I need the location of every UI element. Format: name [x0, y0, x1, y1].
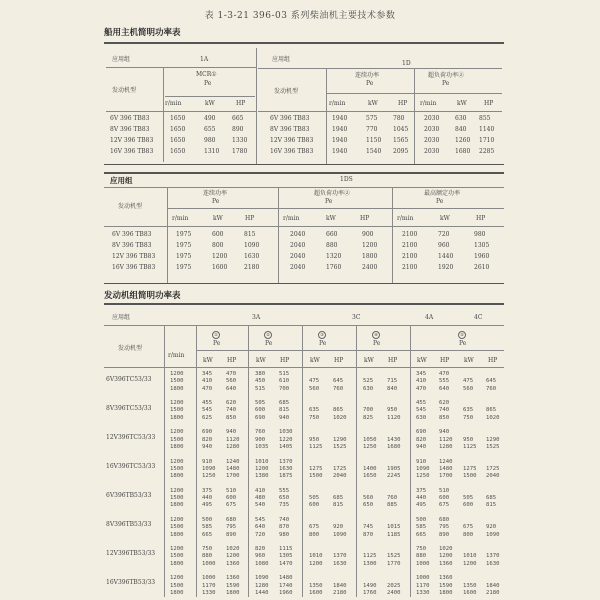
rule-line	[104, 226, 504, 227]
rule-line	[326, 68, 327, 164]
cell: 1760	[326, 264, 342, 271]
cell: 1780	[232, 148, 248, 155]
pe-label: Pe	[213, 340, 221, 347]
engine-name: 16V 396 TB83	[270, 148, 314, 155]
cell: 980	[204, 137, 216, 144]
app-group-label: 应用组	[272, 56, 291, 63]
hp-header: HP	[334, 357, 344, 364]
kw-col: 525 630 700 825 1050 1250 1400 1650 560 650 745 870 1125 1300 1490 1760	[363, 378, 377, 596]
engine-name: 8V 396 TB83	[112, 242, 152, 249]
kw-col	[438, 229, 453, 273]
engine-name: 12V 396 TB83	[270, 137, 314, 144]
hp-col: 515 610 700 685 815 940 1030 1220 1405 1370 1630 1875 555 650 735 740 870 980 1115 1305 1470 1480 1740 1960	[279, 371, 293, 596]
engine-name: 12V396TC53/33	[106, 434, 156, 441]
rmin-header: r/min	[168, 352, 185, 359]
cell: 2100	[402, 253, 418, 260]
cell: 660	[326, 231, 338, 238]
kw-col	[366, 113, 381, 157]
cell: 1600	[212, 264, 228, 271]
kw-header: kW	[440, 215, 450, 222]
cell: 575	[366, 115, 378, 122]
hp-col	[474, 229, 489, 273]
pe-label: Pe	[366, 80, 374, 87]
engine-name: 6V 396 TB83	[270, 115, 310, 122]
hp-col	[362, 229, 377, 273]
cell: 2095	[393, 148, 409, 155]
rule-line	[248, 325, 249, 597]
mark-2	[264, 331, 272, 339]
hp-header: HP	[440, 357, 450, 364]
kw-col: 475 560 635 750 950 1125 1275 1500 505 600 675 800 1010 1200 1350 1600	[463, 378, 477, 596]
rule-line	[356, 325, 357, 597]
engine-name: 8V 396 TB83	[270, 126, 310, 133]
engine-col-t2	[112, 229, 155, 273]
hp-col: 645 760 865 1020 1290 1525 1725 2040 685 815 920 1090 1370 1630 1840 2180	[333, 378, 347, 596]
engine-type-label: 发动机型	[118, 345, 143, 352]
kw-header: kW	[213, 215, 223, 222]
rule-line	[196, 350, 504, 351]
hp-col	[393, 113, 408, 157]
kw-header: kW	[310, 357, 320, 364]
rule-line	[163, 67, 164, 162]
cell: 1305	[474, 242, 490, 249]
cell: 880	[326, 242, 338, 249]
rmin-header: r/min	[165, 100, 182, 107]
engine-type-label: 发动机型	[274, 88, 299, 95]
rule-line	[167, 187, 168, 283]
cell: 770	[366, 126, 378, 133]
hp-header: HP	[227, 357, 237, 364]
cell: 2400	[362, 264, 378, 271]
cell: 1045	[393, 126, 409, 133]
kw-header: kW	[464, 357, 474, 364]
engine-name: 16V396TC53/33	[106, 463, 156, 470]
kw-col: 345 410 470 455 545 630 690 820 940 910 1090 1250 375 440 495 500 585 665 750 880 1000 1000 1170 1330	[416, 371, 430, 596]
mark-5	[458, 331, 466, 339]
pe-label: Pe	[319, 340, 327, 347]
cell: 2180	[244, 264, 260, 271]
rule-line	[104, 303, 504, 305]
mark-1	[212, 331, 220, 339]
group-4c: 4C	[474, 314, 483, 321]
hp-header: HP	[236, 100, 246, 107]
cell: 1975	[176, 253, 192, 260]
cell: 490	[204, 115, 216, 122]
cell: 2040	[290, 253, 306, 260]
rpm-col	[290, 229, 305, 273]
kw-col	[455, 113, 470, 157]
cell: 1650	[170, 126, 186, 133]
hp-col: 470 560 640 620 740 850 940 1120 1280 1240 1480 1700 510 600 675 680 795 890 1020 1200 1360 1360 1590 1800	[226, 371, 240, 596]
cell: 1200	[362, 242, 378, 249]
kw-col: 345 410 470 455 545 625 690 820 940 910 1090 1250 375 440 495 500 585 665 750 880 1000 1000 1170 1330	[202, 371, 216, 596]
circled-number: ①	[212, 331, 220, 339]
rule-line	[104, 172, 504, 174]
hp-col	[244, 229, 259, 273]
cell: 655	[204, 126, 216, 133]
group-4a: 4A	[425, 314, 434, 321]
app-group-label: 应用组	[112, 314, 131, 321]
group-1ds: 1DS	[340, 176, 353, 183]
engine-name: 8V 396 TB83	[110, 126, 150, 133]
pe-label: Pe	[265, 340, 273, 347]
cell: 665	[232, 115, 244, 122]
rule-line	[414, 68, 415, 164]
group-3a: 3A	[252, 314, 261, 321]
hp-header: HP	[360, 215, 370, 222]
hp-col: 645 760 865 1020 1290 1525 1725 2040 685 815 920 1090 1370 1630 1840 2180	[486, 378, 500, 596]
app-group-label: 应用组	[112, 56, 131, 63]
cell: 1800	[362, 253, 378, 260]
cell: 2030	[424, 115, 440, 122]
cell: 1940	[332, 115, 348, 122]
kw-header: kW	[457, 100, 467, 107]
cell: 1320	[326, 253, 342, 260]
rmin-header: r/min	[172, 215, 189, 222]
cell: 900	[362, 231, 374, 238]
cell: 2100	[402, 242, 418, 249]
genset-table-heading: 发动机组简明功率表	[104, 291, 181, 301]
cell: 1140	[479, 126, 495, 133]
kw-col: 380 450 515 505 600 690 760 900 1035 1010 1200 1380 410 480 540 545 640 720 820 960 1080 1090 1280 1440	[255, 371, 269, 596]
kw-header: kW	[368, 100, 378, 107]
cell: 1650	[170, 137, 186, 144]
kw-header: kW	[256, 357, 266, 364]
engine-type-label: 发动机型	[118, 203, 143, 210]
cell: 1200	[212, 253, 228, 260]
cell: 1710	[479, 137, 495, 144]
group-1d: 1D	[402, 60, 411, 67]
cell: 780	[393, 115, 405, 122]
hp-header: HP	[398, 100, 408, 107]
engine-name: 12V 396 TB83	[112, 253, 156, 260]
engine-type-label: 发动机型	[112, 87, 137, 94]
cell: 630	[455, 115, 467, 122]
circled-number: ③	[318, 331, 326, 339]
engine-name: 6V 396 TB83	[110, 115, 150, 122]
hp-col	[479, 113, 494, 157]
cell: 815	[244, 231, 256, 238]
cell: 855	[479, 115, 491, 122]
rpm-col	[402, 229, 417, 273]
continuous-power-label: 连续功率	[203, 190, 228, 197]
engine-name: 6V396TC53/33	[106, 376, 152, 383]
pe-label: Pe	[373, 340, 381, 347]
overload-power-label: 超负荷功率②	[314, 190, 351, 197]
cell: 2040	[290, 242, 306, 249]
cell: 1150	[366, 137, 382, 144]
pe-label: Pe	[459, 340, 467, 347]
max-power-label: 最高额定功率	[424, 190, 461, 197]
mark-3	[318, 331, 326, 339]
rule-line	[104, 283, 504, 284]
hp-col: 715 840 950 1120 1430 1680 1905 2245 760 885 1015 1185 1525 1770 2025 2400	[387, 378, 401, 596]
cell: 2030	[424, 148, 440, 155]
rule-line	[256, 48, 257, 164]
cell: 1090	[244, 242, 260, 249]
engine-name: 8V396TC53/33	[106, 405, 152, 412]
rpm-col	[176, 229, 191, 273]
pe-label: Pe	[212, 198, 220, 205]
cell: 980	[474, 231, 486, 238]
cell: 1630	[244, 253, 260, 260]
cell: 1260	[455, 137, 471, 144]
cell: 1680	[455, 148, 471, 155]
continuous-power-label: 连续功率	[355, 72, 380, 79]
engine-col-t1b	[270, 113, 313, 157]
pe-label: Pe	[436, 198, 444, 205]
app-group-label: 应用组	[110, 176, 133, 185]
rule-line	[410, 325, 411, 597]
cell: 800	[212, 242, 224, 249]
rule	[104, 42, 504, 44]
hp-header: HP	[388, 357, 398, 364]
cell: 2100	[402, 264, 418, 271]
cell: 2030	[424, 126, 440, 133]
engine-name: 6V 396 TB83	[112, 231, 152, 238]
pe-label: Pe	[442, 80, 450, 87]
engine-name: 8V396TB53/33	[106, 521, 152, 528]
cell: 1975	[176, 264, 192, 271]
rule-line	[164, 325, 165, 597]
cell: 1650	[170, 115, 186, 122]
hp-header: HP	[484, 100, 494, 107]
cell: 1540	[366, 148, 382, 155]
cell: 2610	[474, 264, 490, 271]
kw-col	[212, 229, 227, 273]
cell: 1975	[176, 242, 192, 249]
kw-header: kW	[203, 357, 213, 364]
rpm-col: 1200 1500 1800 1200 1500 1800 1200 1500 1800 1200 1500 1800 1200 1500 1800 1200 1500 1800 1200 1500 1800 1200 1500 1800	[170, 371, 184, 596]
cell: 2285	[479, 148, 495, 155]
rpm-col	[170, 113, 185, 157]
kw-header: kW	[205, 100, 215, 107]
rule-line	[258, 111, 502, 112]
rpm-col	[424, 113, 439, 157]
engine-name: 12V 396 TB83	[110, 137, 154, 144]
hp-col: 470 555 640 620 740 850 940 1120 1280 1240 1480 1700 510 600 675 680 795 890 1020 1200 1360 1360 1590 1800	[439, 371, 453, 596]
rule-line	[106, 111, 256, 112]
engine-name: 16V 396 TB83	[112, 264, 156, 271]
cell: 1440	[438, 253, 454, 260]
table-title: 表 1-3-21 396-03 系列柴油机主要技术参数	[204, 11, 396, 21]
kw-header: kW	[326, 215, 336, 222]
rmin-header: r/min	[420, 100, 437, 107]
cell: 890	[232, 126, 244, 133]
marine-table-heading: 船用主机简明功率表	[104, 28, 181, 38]
overload-power-label: 超负荷功率②	[428, 72, 465, 79]
mcr-label: MCR①	[196, 71, 217, 78]
pe-label: Pe	[204, 80, 212, 87]
cell: 600	[212, 231, 224, 238]
group-3c: 3C	[352, 314, 361, 321]
cell: 840	[455, 126, 467, 133]
circled-number: ⑤	[458, 331, 466, 339]
rule-line	[278, 187, 279, 283]
cell: 1565	[393, 137, 409, 144]
cell: 1960	[474, 253, 490, 260]
cell: 1940	[332, 137, 348, 144]
cell: 1310	[204, 148, 220, 155]
cell: 1975	[176, 231, 192, 238]
hp-col	[232, 113, 247, 157]
hp-header: HP	[280, 357, 290, 364]
rule-line	[302, 325, 303, 597]
kw-col	[204, 113, 219, 157]
hp-header: HP	[476, 215, 486, 222]
kw-header: kW	[364, 357, 374, 364]
rule-line	[196, 325, 197, 597]
rpm-col	[332, 113, 347, 157]
engine-name: 16V 396 TB83	[110, 148, 154, 155]
cell: 2030	[424, 137, 440, 144]
group-1a: 1A	[200, 56, 209, 63]
cell: 1650	[170, 148, 186, 155]
mark-4	[372, 331, 380, 339]
cell: 2040	[290, 231, 306, 238]
kw-header: kW	[417, 357, 427, 364]
rule-line	[258, 68, 502, 69]
cell: 2100	[402, 231, 418, 238]
rule-line	[106, 67, 256, 68]
engine-name: 6V396TB53/33	[106, 492, 152, 499]
rmin-header: r/min	[397, 215, 414, 222]
rule-line	[165, 96, 255, 97]
cell: 2040	[290, 264, 306, 271]
engine-col-t1a	[110, 113, 153, 157]
kw-col: 475 560 635 750 950 1125 1275 1500 505 600 675 800 1010 1200 1350 1600	[309, 378, 323, 596]
circled-number: ②	[264, 331, 272, 339]
rule-line	[104, 187, 504, 188]
rule-line	[104, 164, 504, 165]
rmin-header: r/min	[329, 100, 346, 107]
pe-label: Pe	[325, 198, 333, 205]
kw-col	[326, 229, 341, 273]
circled-number: ④	[372, 331, 380, 339]
hp-header: HP	[488, 357, 498, 364]
rmin-header: r/min	[283, 215, 300, 222]
cell: 720	[438, 231, 450, 238]
cell: 1330	[232, 137, 248, 144]
cell: 1940	[332, 148, 348, 155]
cell: 960	[438, 242, 450, 249]
engine-name: 12V396TB53/33	[106, 550, 156, 557]
hp-header: HP	[245, 215, 255, 222]
rule-line	[392, 187, 393, 283]
cell: 1920	[438, 264, 454, 271]
cell: 1940	[332, 126, 348, 133]
engine-name: 16V396TB53/33	[106, 579, 156, 586]
rule-line	[168, 208, 504, 209]
